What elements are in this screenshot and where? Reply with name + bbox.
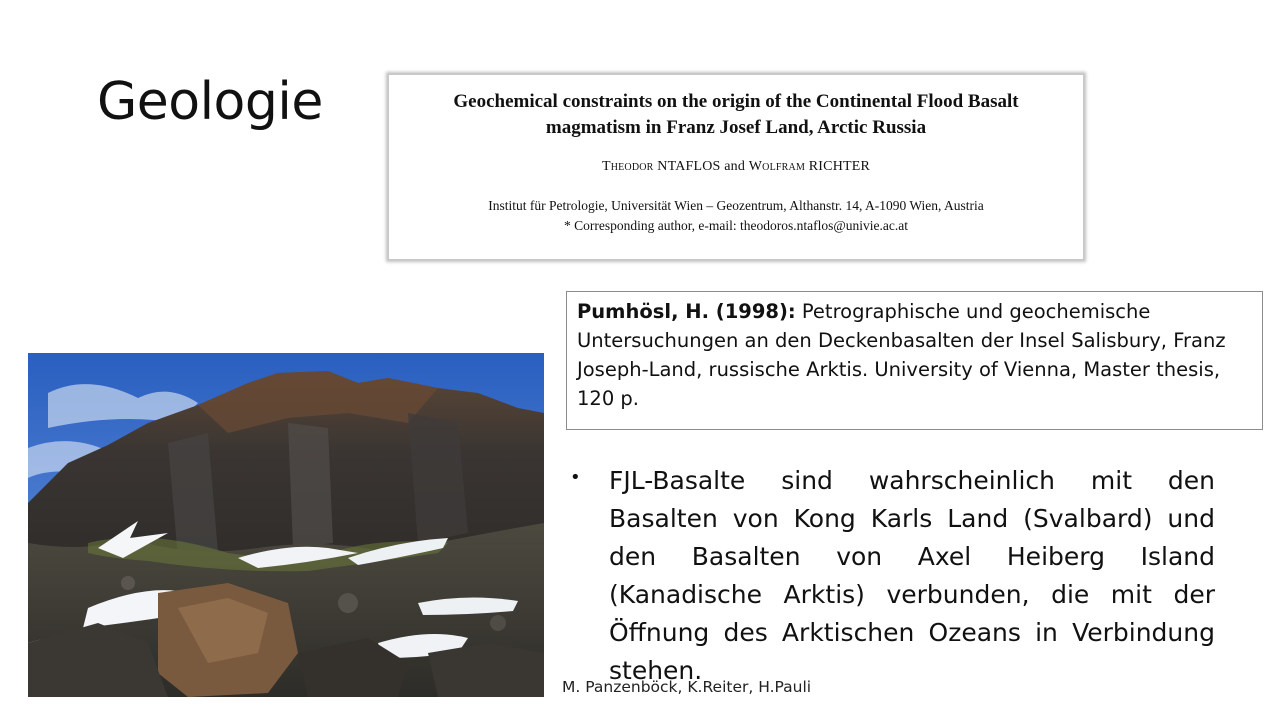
paper-author-join: and: [720, 159, 749, 174]
reference-box: [566, 291, 1263, 430]
slide-title: Geologie: [97, 72, 323, 132]
photo-credit: M. Panzenböck, K.Reiter, H.Pauli: [562, 678, 812, 696]
paper-header-image: [388, 74, 1084, 260]
paper-authors: [389, 159, 1083, 175]
bullet-list: [570, 462, 1215, 690]
paper-title: [389, 89, 1083, 141]
paper-affiliation: [389, 196, 1083, 236]
paper-affiliation-text: Institut für Petrologie, Universität Wien – Geozentrum, Althanstr. 14, A-1090 Wien, Austria: [488, 198, 984, 213]
paper-author-1: Theodor NTAFLOS: [601, 159, 721, 174]
paper-corresponding-author: * Corresponding author, e-mail: theodoros.ntaflos@univie.ac.at: [563, 218, 909, 233]
paper-title-line2: magmatism in Franz Josef Land, Arctic Russia: [545, 117, 927, 138]
paper-title-line1: Geochemical constraints on the origin of the Continental Flood Basalt: [453, 91, 1019, 112]
bullet-point-icon: •: [570, 467, 581, 488]
reference-text: Petrographische und geochemische Untersuchungen an den Deckenbasalten der Insel Salisbury, Franz Joseph-Land, russische Arktis. University of Vienna, Master thesis, 120 p.: [577, 300, 1226, 410]
basalt-cliff-photo: [28, 353, 544, 697]
reference-author-year: Pumhösl, H. (1998):: [577, 300, 796, 323]
paper-author-2: Wolfram RICHTER: [748, 159, 871, 174]
bullet-text: FJL-Basalte sind wahrscheinlich mit den Basalten von Kong Karls Land (Svalbard) und den Basalten von Axel Heiberg Island (Kanadische Arktis) verbunden, die mit der Öffnung des Arktischen Ozeans in Verbindung stehen.: [609, 466, 1215, 685]
